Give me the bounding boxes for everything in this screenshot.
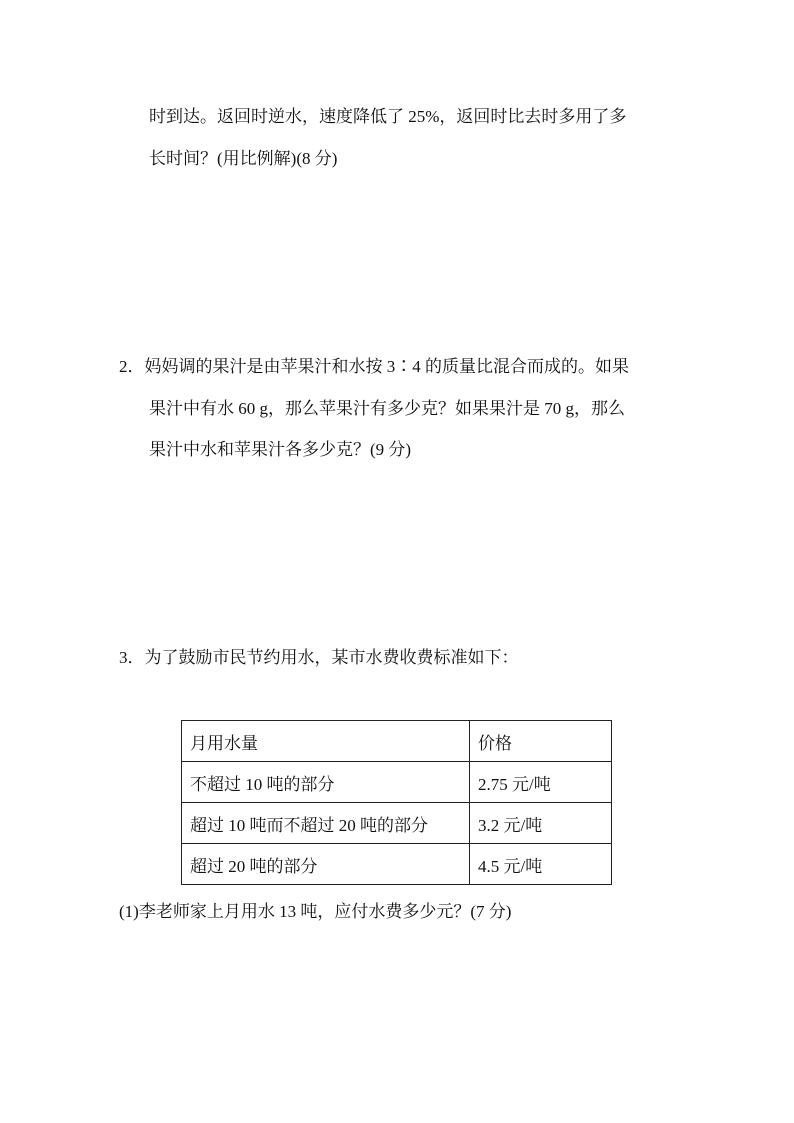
- q3-intro: 3．为了鼓励市民节约用水，某市水费收费标准如下：: [119, 648, 519, 667]
- q1-text-line-2: 长时间？(用比例解)(8 分): [149, 149, 338, 168]
- table-header-cell: 月用水量: [182, 721, 470, 762]
- table-cell: 不超过 10 吨的部分: [182, 762, 470, 803]
- table-row: [182, 762, 612, 803]
- table-cell: 超过 10 吨而不超过 20 吨的部分: [182, 803, 470, 844]
- table-cell: 4.5 元/吨: [470, 844, 612, 885]
- table-row: [182, 803, 612, 844]
- q2-text-line-3: 果汁中水和苹果汁各多少克？(9 分): [149, 440, 412, 459]
- table-cell: 超过 20 吨的部分: [182, 844, 470, 885]
- water-price-table: [181, 720, 612, 885]
- table-cell: 2.75 元/吨: [470, 762, 612, 803]
- q3-subquestion-1: (1)李老师家上月用水 13 吨，应付水费多少元？(7 分): [119, 902, 512, 921]
- table-cell: 3.2 元/吨: [470, 803, 612, 844]
- table-header-row: [182, 721, 612, 762]
- q1-text-line-1: 时到达。返回时逆水，速度降低了 25%，返回时比去时多用了多: [149, 107, 627, 126]
- q2-text-line-2: 果汁中有水 60 g，那么苹果汁有多少克？如果果汁是 70 g，那么: [149, 399, 625, 418]
- table-header-cell: 价格: [470, 721, 612, 762]
- table-row: [182, 844, 612, 885]
- q2-text-line-1: 2．妈妈调的果汁是由苹果汁和水按 3∶4 的质量比混合而成的。如果: [119, 357, 629, 376]
